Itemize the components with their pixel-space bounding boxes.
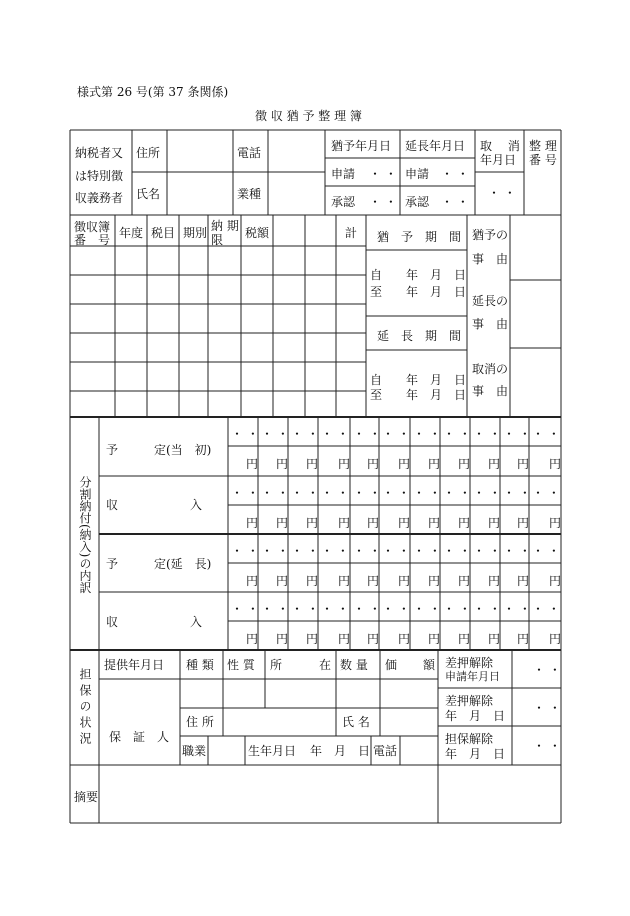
installment-date-cell: ・ ・ [413,544,441,558]
installment-yen-cell: 円 [306,457,319,471]
installment-date-cell: ・ ・ [532,544,560,558]
registration-label-2: 番 号 [529,153,557,167]
installment-yen-cell: 円 [306,574,319,588]
industry-label: 業種 [237,187,262,201]
installment-date-cell: ・ ・ [231,427,259,441]
cancel-reason-2: 事 由 [472,384,509,398]
installment-date-cell: ・ ・ [382,427,410,441]
grace-apply-label: 申請 [331,167,356,181]
grace-period-label: 猶 予 期 間 [377,230,462,244]
installment-date-cell: ・ ・ [443,486,471,500]
installment-date-cell: ・ ・ [261,544,289,558]
extension-date-label: 延長年月日 [405,139,466,153]
installment-date-cell: ・ ・ [503,602,531,616]
installment-row-4-label: 収 入 [106,615,203,629]
phone-label: 電話 [237,146,262,160]
installment-yen-cell: 円 [276,574,289,588]
grace-approve-dots: ・ ・ [369,195,397,209]
installment-yen-cell: 円 [517,574,530,588]
installment-yen-cell: 円 [458,457,471,471]
installment-yen-cell: 円 [367,632,380,646]
taxpayer-label-3: 収義務者 [75,191,124,205]
installment-date-cell: ・ ・ [353,544,381,558]
installment-yen-cell: 円 [549,457,562,471]
birth-date-ymd: 年 月 日 [310,744,371,758]
registration-label-1: 整 理 [529,139,557,153]
installment-yen-cell: 円 [488,574,501,588]
installment-date-cell: ・ ・ [382,602,410,616]
col-year: 年度 [119,226,144,240]
grace-date-label: 猶予年月日 [331,139,392,153]
installment-yen-cell: 円 [517,516,530,530]
installment-date-cell: ・ ・ [382,544,410,558]
col-book-number-2: 番 号 [74,233,111,247]
installment-date-cell: ・ ・ [413,427,441,441]
installment-date-cell: ・ ・ [321,486,349,500]
col-tax-amount: 税額 [245,226,270,240]
installment-yen-cell: 円 [549,516,562,530]
form-number: 様式第 26 号(第 37 条関係) [77,85,229,99]
cancel-reason-1: 取消の [472,362,509,376]
installment-date-cell: ・ ・ [231,486,259,500]
installment-date-cell: ・ ・ [261,486,289,500]
installment-date-cell: ・ ・ [382,486,410,500]
summary-label: 摘要 [74,790,99,804]
installment-yen-cell: 円 [306,516,319,530]
installment-yen-cell: 円 [517,632,530,646]
occupation-label: 職業 [182,744,207,758]
seizure-apply-label-1: 差押解除 [445,656,494,670]
installment-date-cell: ・ ・ [353,602,381,616]
installment-date-cell: ・ ・ [321,427,349,441]
col-total: 計 [345,226,358,240]
taxpayer-label-2: は特別徴 [75,169,124,183]
installment-row-2-label: 収 入 [106,498,203,512]
grace-to: 至 年 月 日 [370,285,467,299]
col-due-1: 納 期 [211,219,239,233]
installment-date-cell: ・ ・ [291,602,319,616]
installment-date-cell: ・ ・ [473,486,501,500]
grace-apply-dots: ・ ・ [369,167,397,181]
grace-from: 自 年 月 日 [370,268,467,282]
name-label: 氏名 [136,187,161,201]
installment-date-cell: ・ ・ [321,602,349,616]
installment-yen-cell: 円 [246,574,259,588]
col-book-number-1: 徴収簿 [74,220,111,234]
installment-date-cell: ・ ・ [443,544,471,558]
guarantor-address-label: 住 所 [186,715,214,729]
guarantor-label: 保 証 人 [109,730,170,744]
installment-yen-cell: 円 [276,516,289,530]
installment-date-cell: ・ ・ [231,602,259,616]
installment-yen-cell: 円 [428,574,441,588]
quantity-label: 数 量 [340,658,368,672]
col-due-2: 限 [211,233,224,247]
installment-yen-cell: 円 [338,632,351,646]
installment-yen-cell: 円 [458,516,471,530]
ext-approve-label: 承認 [405,195,430,209]
installment-yen-cell: 円 [428,457,441,471]
installment-yen-cell: 円 [246,632,259,646]
security-release-label-2: 年 月 日 [445,747,506,761]
seizure-release-label-2: 年 月 日 [445,709,506,723]
installment-date-cell: ・ ・ [473,602,501,616]
installment-side-label: 分割納付(納入)の内訳 [78,476,92,594]
location-label-b: 在 [319,658,332,672]
ext-reason-1: 延長の [472,294,509,308]
security-release-dots: ・ ・ [533,739,561,753]
taxpayer-label-1: 納税者又 [75,146,124,160]
installment-date-cell: ・ ・ [353,486,381,500]
installment-date-cell: ・ ・ [261,427,289,441]
installment-date-cell: ・ ・ [503,486,531,500]
kind-label: 種 類 [186,658,214,672]
installment-yen-cell: 円 [367,516,380,530]
seizure-apply-label-2: 申請年月日 [445,670,500,683]
installment-date-cell: ・ ・ [532,427,560,441]
installment-date-cell: ・ ・ [413,486,441,500]
installment-yen-cell: 円 [367,457,380,471]
installment-yen-cell: 円 [549,574,562,588]
ext-reason-2: 事 由 [472,317,509,331]
extension-from: 自 年 月 日 [370,373,467,387]
installment-date-cell: ・ ・ [291,427,319,441]
installment-yen-cell: 円 [246,457,259,471]
installment-date-cell: ・ ・ [353,427,381,441]
installment-yen-cell: 円 [517,457,530,471]
cancel-date-dots: ・ ・ [488,186,516,200]
provide-date-label: 提供年月日 [104,658,165,672]
installment-date-cell: ・ ・ [503,427,531,441]
col-period: 期別 [183,226,208,240]
installment-row-1-label: 予 定(当 初) [106,443,212,457]
installment-date-cell: ・ ・ [532,602,560,616]
birth-date-label: 生年月日 [248,744,297,758]
form-title: 徴 収 猶 予 整 理 簿 [255,109,362,123]
address-label: 住所 [136,146,161,160]
installment-date-cell: ・ ・ [503,544,531,558]
installment-yen-cell: 円 [488,632,501,646]
installment-yen-cell: 円 [398,632,411,646]
installment-yen-cell: 円 [338,457,351,471]
installment-date-cell: ・ ・ [443,427,471,441]
installment-date-cell: ・ ・ [291,486,319,500]
ext-apply-dots: ・ ・ [441,167,469,181]
seizure-release-label-1: 差押解除 [445,694,494,708]
installment-date-cell: ・ ・ [532,486,560,500]
installment-row-3-label: 予 定(延 長) [106,557,212,571]
guarantor-name-label: 氏 名 [342,715,370,729]
installment-yen-cell: 円 [549,632,562,646]
installment-yen-cell: 円 [428,632,441,646]
installment-date-cell: ・ ・ [321,544,349,558]
ext-approve-dots: ・ ・ [441,195,469,209]
installment-date-cell: ・ ・ [473,427,501,441]
ext-apply-label: 申請 [405,167,430,181]
extension-period-label: 延 長 期 間 [377,329,462,343]
installment-yen-cell: 円 [338,574,351,588]
installment-yen-cell: 円 [458,632,471,646]
installment-yen-cell: 円 [458,574,471,588]
installment-date-cell: ・ ・ [291,544,319,558]
installment-yen-cell: 円 [398,574,411,588]
extension-to: 至 年 月 日 [370,388,467,402]
price-label-b: 額 [423,658,436,672]
installment-yen-cell: 円 [306,632,319,646]
col-tax-item: 税目 [151,226,176,240]
installment-date-cell: ・ ・ [413,602,441,616]
grace-reason-2: 事 由 [472,252,509,266]
installment-yen-cell: 円 [276,632,289,646]
installment-yen-cell: 円 [338,516,351,530]
grace-reason-1: 猶予の [472,228,509,242]
nature-label: 性 質 [227,658,255,672]
security-release-label-1: 担保解除 [445,732,494,746]
price-label-a: 価 [385,658,398,672]
installment-yen-cell: 円 [488,516,501,530]
installment-yen-cell: 円 [488,457,501,471]
location-label-a: 所 [270,658,283,672]
security-side-label: 担保の状況 [78,668,92,748]
installment-yen-cell: 円 [398,516,411,530]
cancel-date-label-2: 年月日 [480,153,517,167]
installment-yen-cell: 円 [246,516,259,530]
guarantor-phone-label: 電話 [373,744,398,758]
cancel-date-label-1: 取 消 [480,139,520,153]
installment-date-cell: ・ ・ [231,544,259,558]
installment-date-cell: ・ ・ [261,602,289,616]
installment-date-cell: ・ ・ [473,544,501,558]
installment-yen-cell: 円 [276,457,289,471]
installment-yen-cell: 円 [367,574,380,588]
installment-yen-cell: 円 [398,457,411,471]
grace-approve-label: 承認 [331,195,356,209]
installment-date-cell: ・ ・ [443,602,471,616]
seizure-release-dots: ・ ・ [533,701,561,715]
seizure-apply-dots: ・ ・ [533,663,561,677]
installment-yen-cell: 円 [428,516,441,530]
